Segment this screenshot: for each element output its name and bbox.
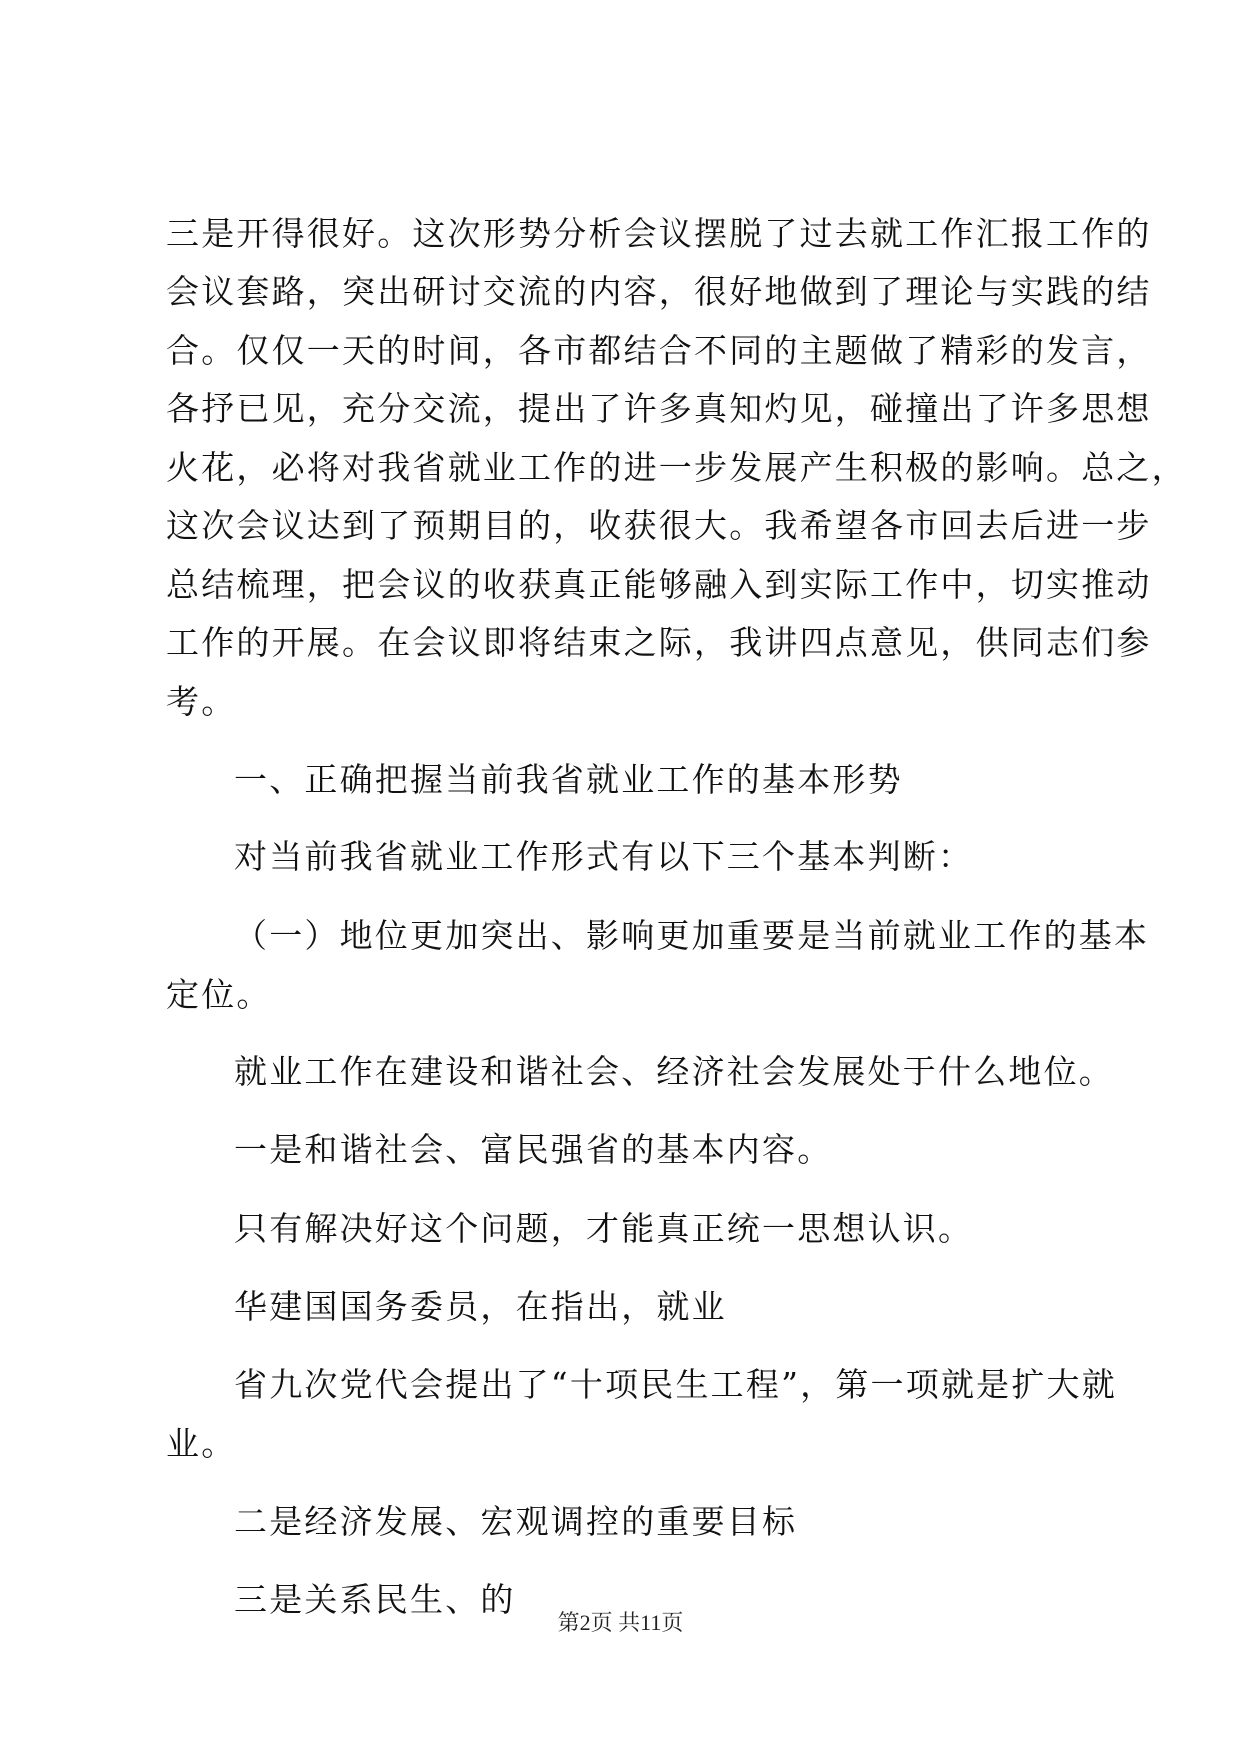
text-line-4: 各抒已见，充分交流，提出了许多真知灼见，碰撞出了许多思想 — [166, 389, 1152, 428]
text-line-8: 工作的开展。在会议即将结束之际，我讲四点意见，供同志们参 — [166, 623, 1152, 662]
text-line-17: 华建国国务委员，在指出，就业 — [234, 1287, 727, 1326]
text-line-21: 三是关系民生、的 — [234, 1580, 516, 1619]
text-line-19: 业。 — [166, 1424, 237, 1463]
text-line-15: 一是和谐社会、富民强省的基本内容。 — [234, 1130, 833, 1169]
text-line-11: 对当前我省就业工作形式有以下三个基本判断： — [234, 837, 974, 876]
text-line-20: 二是经济发展、宏观调控的重要目标 — [234, 1502, 798, 1541]
text-line-6: 这次会议达到了预期目的，收获很大。我希望各市回去后进一步 — [166, 506, 1152, 545]
text-line-3: 合。仅仅一天的时间，各市都结合不同的主题做了精彩的发言， — [166, 331, 1152, 370]
text-line-13: 定位。 — [166, 975, 272, 1014]
text-line-5: 火花，必将对我省就业工作的进一步发展产生积极的影响。总之， — [166, 448, 1187, 487]
text-line-14: 就业工作在建设和谐社会、经济社会发展处于什么地位。 — [234, 1052, 1114, 1091]
section-heading: 一、正确把握当前我省就业工作的基本形势 — [234, 760, 903, 799]
subsection-heading: （一）地位更加突出、影响更加重要是当前就业工作的基本 — [234, 916, 1150, 955]
page-footer: 第2页 共11页 — [557, 1610, 684, 1635]
text-line-18: 省九次党代会提出了“十项民生工程”，第一项就是扩大就 — [234, 1365, 1117, 1404]
text-line-16: 只有解决好这个问题，才能真正统一思想认识。 — [234, 1209, 974, 1248]
text-line-2: 会议套路，突出研讨交流的内容，很好地做到了理论与实践的结 — [166, 272, 1152, 311]
text-line-1: 三是开得很好。这次形势分析会议摆脱了过去就工作汇报工作的 — [166, 214, 1152, 253]
text-line-7: 总结梳理，把会议的收获真正能够融入到实际工作中，切实推动 — [166, 565, 1152, 604]
text-line-9: 考。 — [166, 682, 237, 721]
